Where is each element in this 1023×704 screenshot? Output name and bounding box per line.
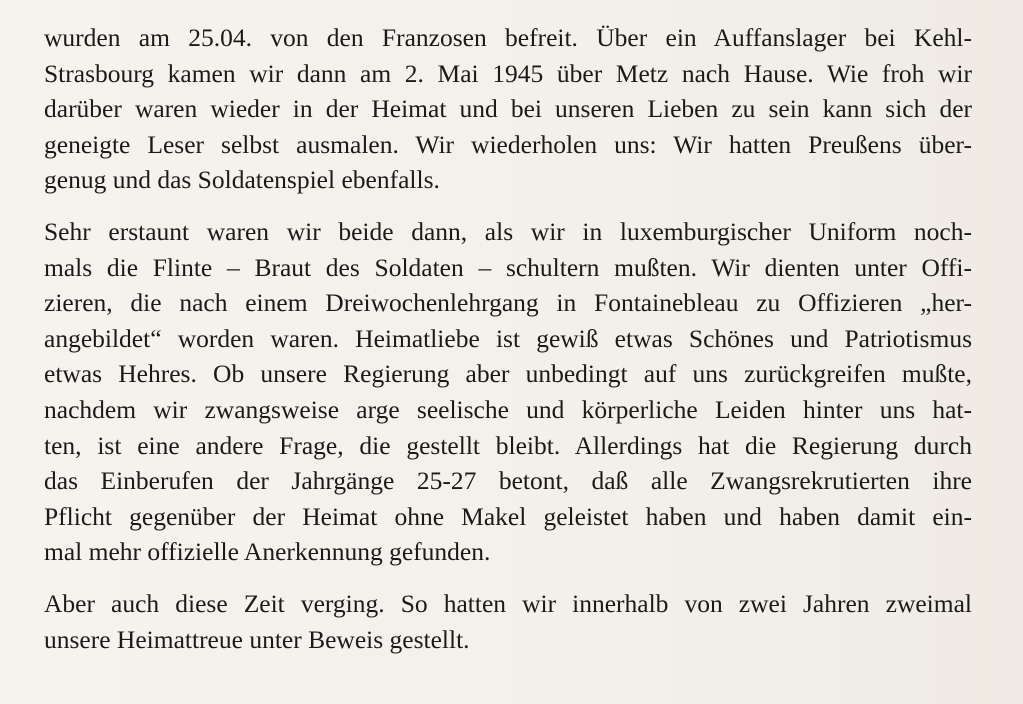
text-line: ten, ist eine andere Frage, die gestellt bleibt. Allerdings hat die Regierung durch	[44, 430, 972, 460]
body-text	[44, 20, 972, 673]
text-line: zieren, die nach einem Dreiwochenlehrgang in Fontainebleau zu Offizieren „her-	[44, 288, 972, 318]
text-line: etwas Hehres. Ob unsere Regierung aber unbedingt auf uns zurückgreifen mußte,	[44, 359, 972, 389]
text-line: geneigte Leser selbst ausmalen. Wir wiederholen uns: Wir hatten Preußens über-	[44, 129, 972, 159]
paragraph-1	[44, 20, 972, 198]
text-line: Sehr erstaunt waren wir beide dann, als wir in luxemburgischer Uniform noch-	[44, 216, 972, 246]
text-line: nachdem wir zwangsweise arge seelische und körperliche Leiden hinter uns hat-	[44, 394, 972, 424]
text-line: Strasbourg kamen wir dann am 2. Mai 1945 über Metz nach Hause. Wie froh wir	[44, 58, 972, 88]
text-line: unsere Heimattreue unter Beweis gestellt.	[44, 624, 470, 654]
paragraph-2	[44, 214, 972, 570]
text-line: darüber waren wieder in der Heimat und bei unseren Lieben zu sein kann sich der	[44, 94, 972, 124]
text-line: mal mehr offizielle Anerkennung gefunden.	[44, 537, 491, 567]
text-line: das Einberufen der Jahrgänge 25-27 betont, daß alle Zwangsrekrutierten ihre	[44, 466, 972, 496]
text-line: angebildet“ worden waren. Heimatliebe ist gewiß etwas Schönes und Patriotismus	[44, 323, 972, 353]
paragraph-3	[44, 586, 972, 657]
text-line: genug und das Soldatenspiel ebenfalls.	[44, 165, 440, 195]
text-line: Pflicht gegenüber der Heimat ohne Makel geleistet haben und haben damit ein-	[44, 501, 972, 531]
text-line: mals die Flinte – Braut des Soldaten – schultern mußten. Wir dienten unter Offi-	[44, 252, 972, 282]
text-line: wurden am 25.04. von den Franzosen befreit. Über ein Auffanslager bei Kehl-	[44, 23, 972, 52]
text-line: Aber auch diese Zeit verging. So hatten wir innerhalb von zwei Jahren zweimal	[44, 588, 972, 618]
